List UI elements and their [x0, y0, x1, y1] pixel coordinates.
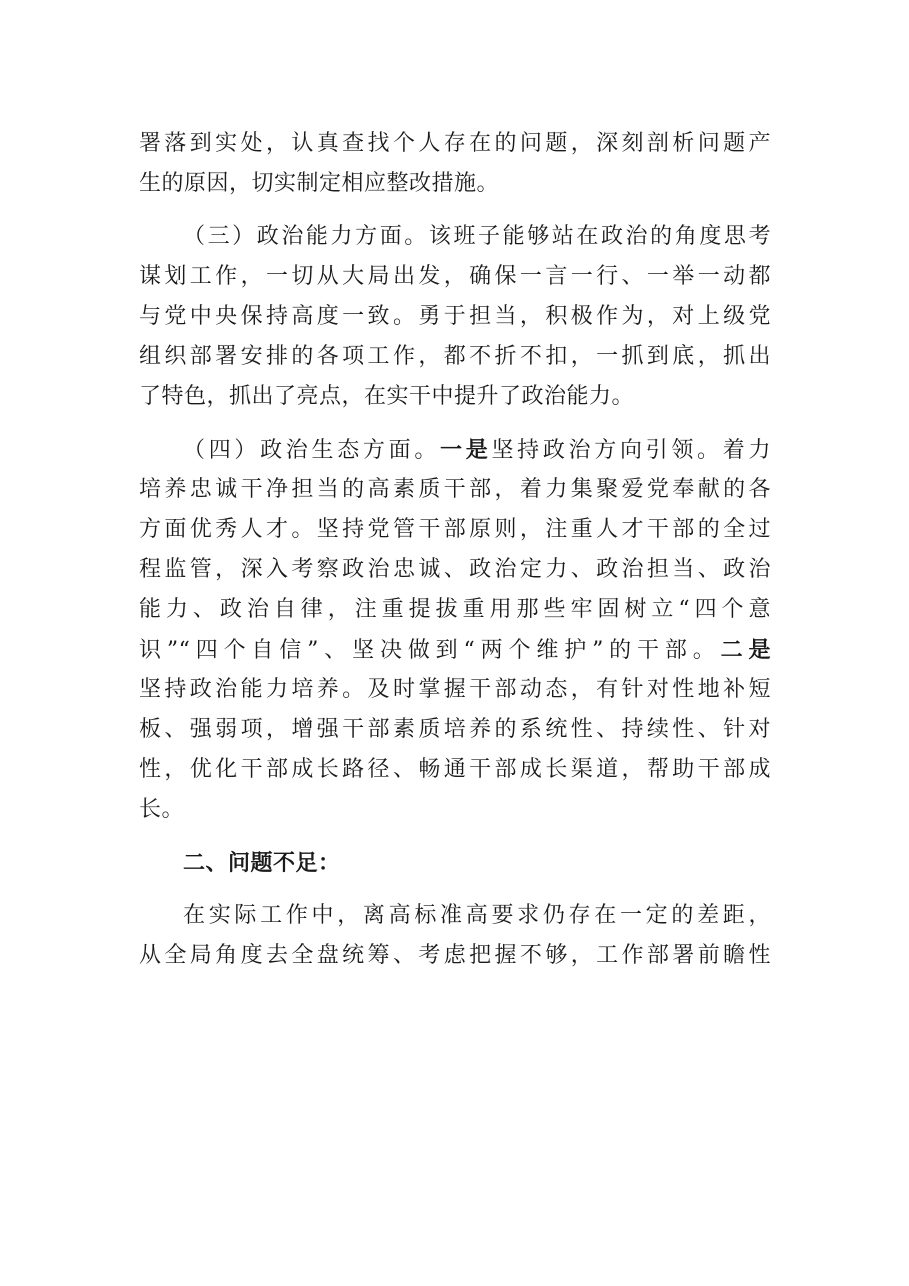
text-line: 署落到实处，认真查找个人存在的问题，深刻剖析问题产 [139, 131, 771, 156]
paragraph-political-ability [139, 217, 771, 417]
text-run: 坚持政治方向引领。着力 [491, 438, 771, 463]
text-line: 方面优秀人才。坚持党管干部原则，注重人才干部的全过 [139, 517, 771, 542]
paragraph-problems [139, 896, 771, 976]
text-line: 程监管，深入考察政治忠诚、政治定力、政治担当、政治 [139, 557, 771, 582]
paragraph-1 [139, 124, 771, 204]
text-line: 生的原因，切实制定相应整改措施。 [139, 171, 500, 196]
text-line: （三）政治能力方面。该班子能够站在政治的角度思考 [183, 224, 771, 249]
text-line: 培养忠诚干净担当的高素质干部，着力集聚爱党奉献的各 [139, 477, 771, 502]
text-line: 坚持政治能力培养。及时掌握干部动态，有针对性地补短 [139, 677, 771, 702]
text-line: 从全局角度去全盘统筹、考虑把握不够，工作部署前瞻性 [139, 943, 771, 968]
heading-problems: 二、问题不足： [183, 850, 341, 876]
document-page [139, 124, 771, 976]
text-line [139, 630, 771, 670]
paragraph-political-ecology [139, 430, 771, 830]
text-line: 性，优化干部成长路径、畅通干部成长渠道，帮助干部成 [139, 757, 771, 782]
text-run: 识”“四个自信”、坚决做到“两个维护”的干部。 [139, 638, 721, 663]
bold-text-run: 一是 [440, 437, 492, 463]
text-run: （四）政治生态方面。 [183, 438, 441, 463]
text-line [139, 430, 771, 470]
text-line: 了特色，抓出了亮点，在实干中提升了政治能力。 [139, 384, 635, 409]
bold-text-run: 二是 [720, 637, 771, 663]
section-heading [139, 843, 771, 883]
text-line: 在实际工作中，离高标准高要求仍存在一定的差距， [183, 903, 771, 928]
text-line: 组织部署安排的各项工作，都不折不扣，一抓到底，抓出 [139, 344, 771, 369]
text-line: 能力、政治自律，注重提拔重用那些牢固树立“四个意 [139, 597, 771, 622]
text-line: 长。 [139, 797, 185, 822]
text-line: 谋划工作，一切从大局出发，确保一言一行、一举一动都 [139, 264, 771, 289]
text-line: 与党中央保持高度一致。勇于担当，积极作为，对上级党 [139, 304, 771, 329]
text-line: 板、强弱项，增强干部素质培养的系统性、持续性、针对 [139, 717, 771, 742]
